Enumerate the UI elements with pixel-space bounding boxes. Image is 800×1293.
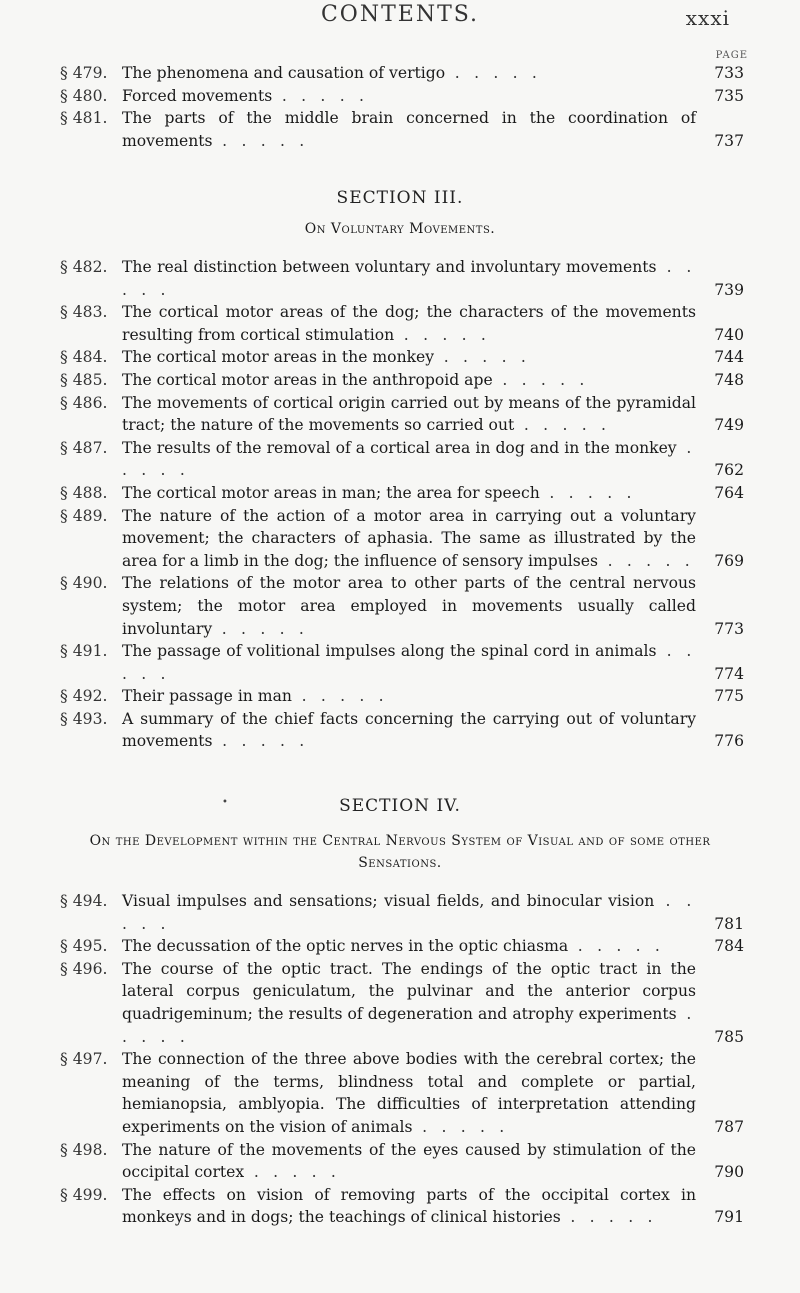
page-column-label: PAGE — [715, 50, 748, 61]
contents-entry — [60, 505, 744, 573]
contents-entry — [60, 572, 744, 640]
page-ref: 773 — [714, 619, 744, 638]
page-ref: 749 — [714, 416, 744, 435]
contents-entry — [60, 256, 744, 301]
entry-title: The real distinction between voluntary and involuntary movements — [122, 258, 657, 276]
page-ref: 791 — [714, 1208, 744, 1227]
section-number: § 488. — [60, 483, 108, 502]
section-number: § 495. — [60, 937, 108, 956]
entry-title: The results of the removal of a cortical area in dog and in the monkey — [122, 438, 677, 457]
page-ref: 740 — [714, 325, 744, 344]
contents-entry — [60, 301, 744, 346]
contents-entry — [60, 369, 744, 392]
leader-dots: . . . . . — [122, 1004, 696, 1046]
section-number: § 498. — [60, 1140, 108, 1159]
entry-title: The cortical motor areas of the dog; the characters of the movements resulting from cortical stimulation — [122, 303, 696, 344]
page-ref: 775 — [714, 687, 744, 706]
contents-entry — [60, 640, 744, 685]
section-number: § 484. — [60, 348, 108, 367]
leader-dots: . . . . . — [560, 1208, 658, 1227]
contents-entry — [60, 107, 744, 152]
entry-title: Visual impulses and sensations; visual fields, and binocular vision — [122, 892, 655, 910]
contents-entry — [60, 1184, 744, 1229]
contents-entry — [60, 708, 744, 753]
section-number: § 479. — [60, 64, 108, 82]
leader-dots: . . . . . — [291, 687, 389, 706]
entry-title: The relations of the motor area to other parts of the central nervous system; the motor area employed in movements usually called involuntary — [122, 574, 696, 638]
section-number: § 489. — [60, 506, 108, 525]
section-number: § 490. — [60, 574, 108, 593]
section-number: § 494. — [60, 892, 108, 910]
section-number: § 493. — [60, 709, 108, 728]
entry-title: The cortical motor areas in the anthropoid ape — [122, 370, 493, 389]
contents-group-1 — [60, 62, 744, 152]
contents-group-2 — [60, 256, 744, 753]
page-ref: 790 — [714, 1163, 744, 1182]
entry-title: The phenomena and causation of vertigo — [122, 64, 446, 82]
section-number: § 482. — [60, 258, 108, 276]
entry-title: The cortical motor areas in the monkey — [122, 348, 435, 367]
section-number: § 496. — [60, 959, 108, 978]
page-ref: 784 — [714, 937, 744, 956]
leader-dots: . . . . . — [122, 642, 696, 683]
page-ref: 748 — [714, 370, 744, 389]
entry-title: The nature of the action of a motor area in carrying out a voluntary movement; the characters of aphasia. The same as illustrated by the area for a limb in the dog; the influence of sensory impulses — [122, 506, 696, 570]
section-3-subtitle: On Voluntary Movements. — [304, 221, 496, 237]
contents-entry — [60, 1048, 744, 1138]
section-4-heading: SECTION IV. — [339, 796, 461, 816]
leader-dots: . . . . . — [122, 892, 696, 933]
page-ref: 762 — [714, 461, 744, 480]
page-ref: 735 — [714, 86, 744, 105]
section-number: § 492. — [60, 687, 108, 706]
contents-entry — [60, 62, 744, 85]
section-number: § 497. — [60, 1050, 108, 1069]
leader-dots: . . . . . — [597, 551, 695, 570]
section-number: § 487. — [60, 438, 108, 457]
page-number: xxxi — [685, 6, 730, 30]
leader-dots: . . . . . — [514, 416, 611, 435]
contents-entry — [60, 935, 744, 958]
contents-group-3 — [60, 890, 744, 1229]
contents-entry — [60, 392, 744, 437]
running-head: CONTENTS. — [320, 2, 480, 27]
page-ref: 776 — [714, 732, 744, 751]
leader-dots: . . . . . — [492, 370, 590, 389]
entry-title: Their passage in man — [122, 687, 292, 706]
contents-entry — [60, 958, 744, 1048]
leader-dots: . . . . . — [434, 348, 531, 367]
entry-title: The course of the optic tract. The endings of the optic tract in the lateral corpus geniculatum, the pulvinar and the anterior corpus quadrigeminum; the results of degeneration and atrophy experiments — [122, 959, 696, 1023]
entry-title: Forced movements — [122, 86, 273, 105]
leader-dots: . . . . . — [212, 619, 309, 638]
leader-dots: . . . . . — [122, 258, 696, 299]
contents-entry — [60, 1139, 744, 1184]
leader-dots: . . . . . — [394, 325, 491, 344]
leader-dots: . . . . . — [445, 64, 542, 82]
section-number: § 485. — [60, 370, 108, 389]
entry-title: The decussation of the optic nerves in the optic chiasma — [122, 937, 569, 956]
leader-dots: . . . . . — [539, 483, 637, 502]
entry-title: A summary of the chief facts concerning the carrying out of voluntary movements — [122, 709, 696, 751]
section-number: § 481. — [60, 109, 108, 128]
section-number: § 499. — [60, 1185, 108, 1204]
stray-mark: • — [222, 797, 228, 808]
section-3-heading: SECTION III. — [336, 188, 464, 208]
page-ref: 744 — [714, 348, 744, 367]
contents-entry — [60, 346, 744, 369]
page-ref: 733 — [714, 64, 744, 82]
page-ref: 737 — [714, 131, 744, 150]
entry-title: The effects on vision of removing parts of the occipital cortex in monkeys and in dogs; the teachings of clinical histories — [122, 1185, 696, 1227]
leader-dots: . . . . . — [212, 732, 309, 751]
page-ref: 769 — [714, 551, 744, 570]
page-ref: 787 — [714, 1117, 744, 1136]
page-ref: 774 — [714, 664, 744, 683]
entry-title: The nature of the movements of the eyes caused by stimulation of the occipital cortex — [122, 1140, 696, 1182]
section-number: § 480. — [60, 86, 108, 105]
contents-entry — [60, 482, 744, 505]
contents-entry — [60, 890, 744, 935]
entry-title: The cortical motor areas in man; the area for speech — [122, 483, 540, 502]
section-4-subtitle: On the Development within the Central Nervous System of Visual and of some other Sensations. — [89, 833, 711, 871]
page-ref: 781 — [714, 914, 744, 933]
leader-dots: . . . . . — [412, 1117, 509, 1136]
section-number: § 486. — [60, 393, 108, 412]
section-number: § 491. — [60, 642, 108, 661]
page-ref: 739 — [714, 280, 744, 299]
section-number: § 483. — [60, 303, 108, 322]
leader-dots: . . . . . — [212, 131, 309, 150]
leader-dots: . . . . . — [122, 438, 696, 480]
entry-title: The movements of cortical origin carried out by means of the pyramidal tract; the nature of the movements so carried out — [122, 393, 696, 435]
page-ref: 785 — [714, 1027, 744, 1046]
contents-entry — [60, 85, 744, 108]
entry-title: The connection of the three above bodies with the cerebral cortex; the meaning of the terms, blindness total and complete or partial, hemianopsia, amblyopia. The difficulties of interpretation attending experiments on the vision of animals — [122, 1050, 696, 1136]
entry-title: The parts of the middle brain concerned in the coordination of movements — [122, 109, 696, 150]
page-ref: 764 — [714, 483, 744, 502]
contents-entry — [60, 437, 744, 482]
contents-entry — [60, 685, 744, 708]
leader-dots: . . . . . — [244, 1163, 341, 1182]
entry-title: The passage of volitional impulses along the spinal cord in animals — [122, 642, 657, 661]
leader-dots: . . . . . — [272, 86, 369, 105]
leader-dots: . . . . . — [568, 937, 665, 956]
